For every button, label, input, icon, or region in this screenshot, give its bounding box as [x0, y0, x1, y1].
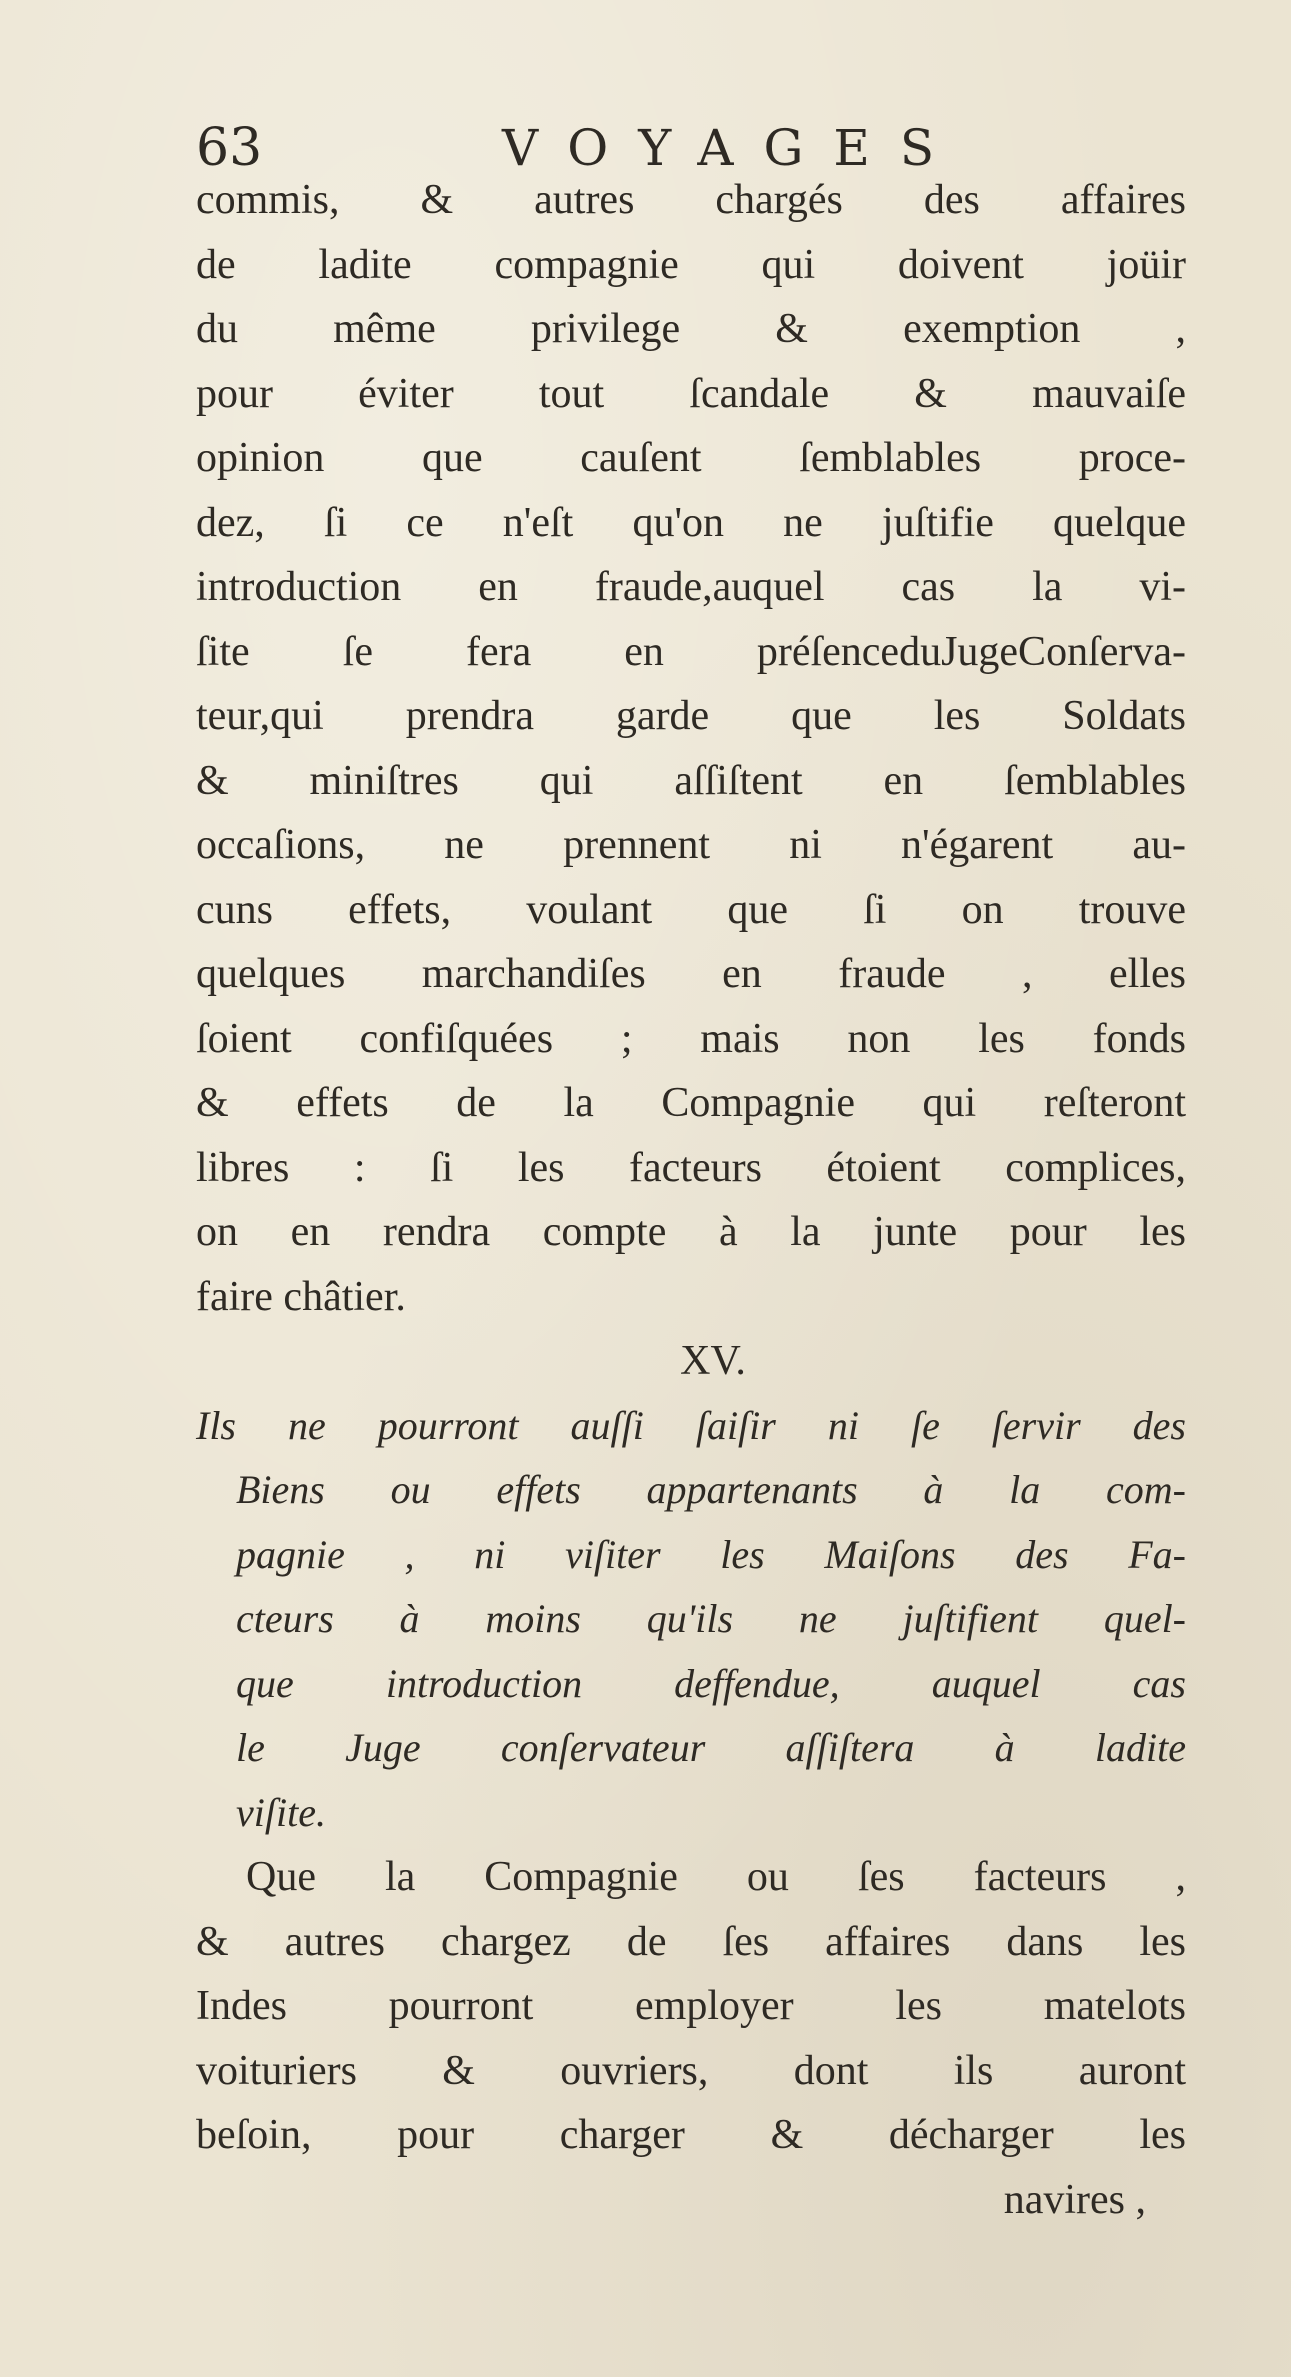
text-line: faire châtier. — [196, 1273, 406, 1320]
text-line: cuns effets, voulant que ſi on trouve — [196, 886, 1186, 933]
text-line: opinion que cauſent ſemblables proce- — [196, 435, 1186, 481]
italic-line: Biens ou effets appartenants à la com- — [236, 1467, 1186, 1512]
paragraph-article-xv — [196, 1845, 1186, 2168]
page-body — [196, 168, 1186, 2232]
text-line: & autres chargez de ſes affaires dans les — [196, 1918, 1186, 1965]
page-number: 63 — [196, 118, 263, 178]
text-line: dez, ſi ce n'eſt qu'on ne juſtifie quelque — [196, 499, 1186, 546]
text-line: Que la Compagnie ou ſes facteurs , — [246, 1854, 1186, 1900]
text-line: occaſions, ne prennent ni n'égarent au- — [196, 822, 1186, 868]
text-line: quelques marchandiſes en fraude , elles — [196, 951, 1186, 997]
italic-line: que introduction deffendue, auquel cas — [236, 1660, 1186, 1706]
text-line: & miniſtres qui aſſiſtent en ſemblables — [196, 757, 1186, 804]
text-line: libres : ſi les facteurs étoient complices, — [196, 1144, 1186, 1191]
text-line: de ladite compagnie qui doivent joüir — [196, 241, 1186, 288]
italic-line: Ils ne pourront auſſi ſaiſir ni ſe ſervir des — [196, 1402, 1186, 1448]
text-line: Indes pourront employer les matelots — [196, 1983, 1186, 2029]
article-summary — [196, 1394, 1186, 1846]
italic-line: viſite. — [236, 1789, 326, 1835]
running-title: VOYAGES — [502, 119, 965, 177]
section-number: XV. — [680, 1338, 746, 1384]
italic-line: le Juge conſervateur aſſiſtera à ladite — [236, 1725, 1186, 1770]
text-line: beſoin, pour charger & décharger les — [196, 2112, 1186, 2158]
catchword: navires , — [1003, 2176, 1146, 2223]
text-line: on en rendra compte à la junte pour les — [196, 1209, 1186, 1255]
text-line: teur,qui prendra garde que les Soldats — [196, 693, 1186, 739]
text-line: & effets de la Compagnie qui reſteront — [196, 1080, 1186, 1126]
text-line: commis, & autres chargés des affaires — [196, 177, 1186, 223]
italic-line: cteurs à moins qu'ils ne juſtifient quel- — [236, 1596, 1186, 1641]
text-line: du même privilege & exemption , — [196, 306, 1186, 352]
paragraph-continued — [196, 168, 1186, 1329]
text-line: introduction en fraude,auquel cas la vi- — [196, 564, 1186, 610]
text-line: voituriers & ouvriers, dont ils auront — [196, 2047, 1186, 2094]
italic-line: pagnie , ni viſiter les Maiſons des Fa- — [236, 1531, 1186, 1577]
text-line: ſite ſe fera en préſenceduJugeConſerva- — [196, 628, 1186, 675]
text-line: ſoient confiſquées ; mais non les fonds — [196, 1015, 1186, 1062]
text-line: pour éviter tout ſcandale & mauvaiſe — [196, 370, 1186, 417]
